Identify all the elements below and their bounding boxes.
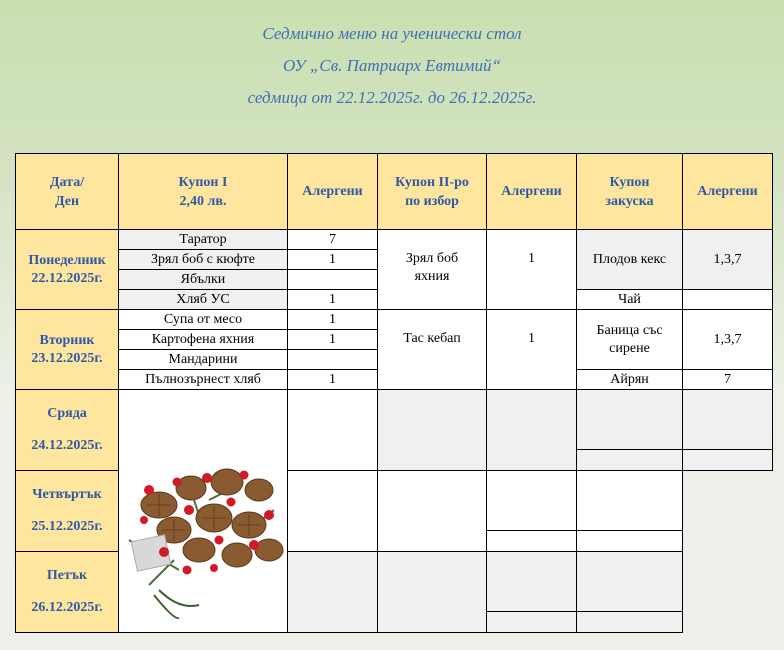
day-tuesday: Вторник 23.12.2025г. bbox=[16, 310, 119, 390]
menu-title: Седмично меню на ученически стол bbox=[262, 24, 522, 43]
snack-allergens: 7 bbox=[683, 370, 773, 390]
snack-allergens bbox=[683, 290, 773, 310]
week-range: седмица от 22.12.2025г. до 26.12.2025г. bbox=[247, 88, 537, 107]
empty-cell bbox=[378, 471, 487, 552]
empty-cell bbox=[487, 390, 577, 471]
coupon1-item: Пълнозърнест хляб bbox=[119, 370, 288, 390]
coupon1-item: Картофена яхния bbox=[119, 330, 288, 350]
empty-cell bbox=[487, 612, 577, 633]
snack-allergens: 1,3,7 bbox=[683, 310, 773, 370]
empty-cell bbox=[487, 552, 577, 612]
snack-item: Чай bbox=[577, 290, 683, 310]
pinecone-garland-icon bbox=[119, 390, 287, 632]
coupon2-dish: Тас кебап bbox=[378, 310, 487, 390]
empty-cell bbox=[378, 552, 487, 633]
snack-item: Айрян bbox=[577, 370, 683, 390]
coupon1-item: Ябълки bbox=[119, 270, 288, 290]
empty-cell bbox=[683, 450, 773, 471]
header-row bbox=[16, 154, 773, 230]
allergen-value: 1 bbox=[288, 370, 378, 390]
empty-cell bbox=[577, 450, 683, 471]
snack-item: Плодов кекс bbox=[577, 230, 683, 290]
empty-cell bbox=[288, 552, 378, 633]
allergen-value: 1 bbox=[288, 290, 378, 310]
empty-cell bbox=[288, 390, 378, 471]
table-row bbox=[16, 230, 773, 250]
col-allergens-2: Алергени bbox=[487, 154, 577, 230]
allergen-value bbox=[288, 270, 378, 290]
coupon2-allergens: 1 bbox=[487, 230, 577, 310]
allergen-value: 1 bbox=[288, 310, 378, 330]
allergen-value: 7 bbox=[288, 230, 378, 250]
col-date-day: Дата/ Ден bbox=[16, 154, 119, 230]
table-row bbox=[16, 310, 773, 330]
empty-cell bbox=[487, 471, 577, 531]
empty-cell bbox=[577, 612, 683, 633]
coupon1-item: Таратор bbox=[119, 230, 288, 250]
table-row bbox=[16, 390, 773, 450]
col-coupon-2: Купон II-ро по избор bbox=[378, 154, 487, 230]
empty-cell bbox=[683, 390, 773, 450]
coupon2-allergens: 1 bbox=[487, 310, 577, 390]
empty-cell bbox=[378, 390, 487, 471]
day-thursday: Четвъртък 25.12.2025г. bbox=[16, 471, 119, 552]
snack-allergens: 1,3,7 bbox=[683, 230, 773, 290]
empty-cell bbox=[577, 552, 683, 612]
coupon1-item: Зрял боб с кюфте bbox=[119, 250, 288, 270]
col-allergens-1: Алергени bbox=[288, 154, 378, 230]
coupon1-item: Мандарини bbox=[119, 350, 288, 370]
empty-cell bbox=[487, 531, 577, 552]
day-monday: Понеделник 22.12.2025г. bbox=[16, 230, 119, 310]
snack-item: Баница със сирене bbox=[577, 310, 683, 370]
allergen-value bbox=[288, 350, 378, 370]
empty-cell bbox=[577, 390, 683, 450]
empty-cell bbox=[288, 471, 378, 552]
coupon1-item: Хляб УС bbox=[119, 290, 288, 310]
school-name: ОУ „Св. Патриарх Евтимий“ bbox=[282, 56, 501, 75]
weekly-menu-table bbox=[15, 153, 773, 633]
day-wednesday: Сряда 24.12.2025г. bbox=[16, 390, 119, 471]
allergen-value: 1 bbox=[288, 330, 378, 350]
empty-cell bbox=[577, 471, 683, 531]
coupon2-dish: Зрял боб яхния bbox=[378, 230, 487, 310]
menu-header bbox=[0, 18, 784, 114]
coupon1-item: Супа от месо bbox=[119, 310, 288, 330]
col-allergens-3: Алергени bbox=[683, 154, 773, 230]
day-friday: Петък 26.12.2025г. bbox=[16, 552, 119, 633]
col-snack: Купон закуска bbox=[577, 154, 683, 230]
decoration-image bbox=[119, 390, 288, 633]
allergen-value: 1 bbox=[288, 250, 378, 270]
empty-cell bbox=[577, 531, 683, 552]
col-coupon-1: Купон I 2,40 лв. bbox=[119, 154, 288, 230]
